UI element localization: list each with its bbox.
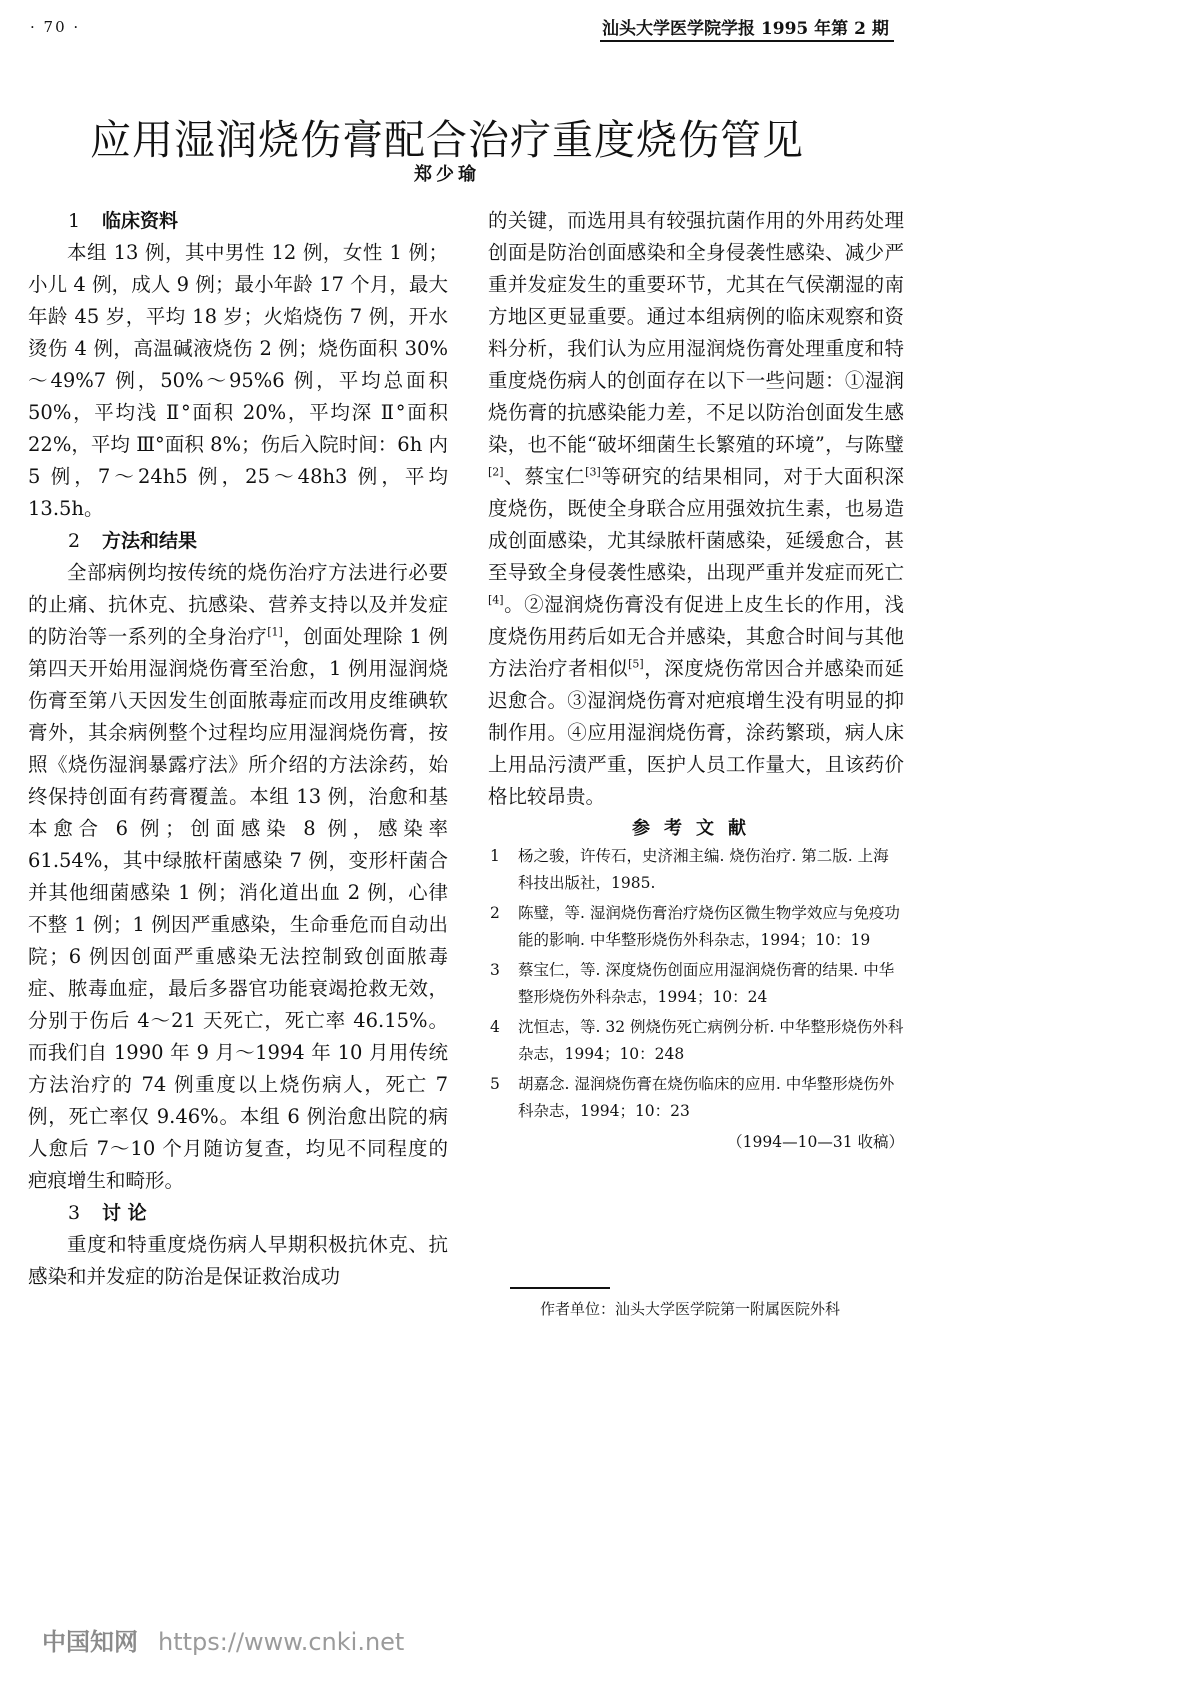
reference-number: 3 [490, 961, 500, 979]
reference-item [488, 1014, 904, 1068]
reference-text: 陈璧，等. 湿润烧伤膏治疗烧伤区微生物学效应与免疫功能的影响. 中华整形烧伤外科杂志，1994；10：19 [518, 904, 900, 949]
citation: [1] [267, 625, 283, 639]
references-heading: 参考文献 [632, 818, 760, 839]
reference-number: 2 [490, 904, 500, 922]
citation: [3] [585, 465, 601, 479]
text-run: ，创面处理除 1 例第四天开始用湿润烧伤膏至治愈，1 例用湿润烧伤膏至第八天因发生创面脓毒症而改用皮维碘软膏外，其余病例整个过程均应用湿润烧伤膏，按照《烧伤湿润暴露疗法》所介绍的方法涂药，始终保持创面有药膏覆盖。本组 13 例，治愈和基本愈合 6 例；创面感染 8 例，感染率 61.54%，其中绿脓杆菌感染 7 例，变形杆菌合并其他细菌感染 1 例；消化道出血 2 例，心律不整 1 例；1 例因严重感染，生命垂危而自动出院；6 例因创面严重感染无法控制致创面脓毒症、脓毒血症，最后多器官功能衰竭抢救无效，分别于伤后 4～21 天死亡，死亡率 46.15%。而我们自 1990 年 9 月～1994 年 10 月用传统方法治疗的 74 例重度以上烧伤病人，死亡 7 例，死亡率仅 9.46%。本组 6 例治愈出院的病人愈后 7～10 个月随访复查，均见不同程度的疤痕增生和畸形。 [28, 625, 448, 1192]
citation: [5] [628, 657, 644, 671]
discussion-paragraph-continued [488, 205, 904, 813]
page-number: · 70 · [30, 18, 81, 36]
section-number: 3 [68, 1202, 81, 1224]
text-run: 的关键，而选用具有较强抗菌作用的外用药处理创面是防治创面感染和全身侵袭性感染、减少严重并发症发生的重要环节，尤其在气侯潮湿的南方地区更显重要。通过本组病例的临床观察和资料分析，我们认为应用湿润烧伤膏处理重度和特重度烧伤病人的创面存在以下一些问题：①湿润烧伤膏的抗感染能力差，不足以防治创面发生感染，也不能“破坏细菌生长繁殖的环境”，与陈璧 [488, 209, 904, 456]
section-number: 2 [68, 530, 81, 552]
reference-item [488, 900, 904, 954]
reference-item [488, 843, 904, 897]
reference-item [488, 1071, 904, 1125]
clinical-data-paragraph: 本组 13 例，其中男性 12 例，女性 1 例；小儿 4 例，成人 9 例；最小年龄 17 个月，最大年龄 45 岁，平均 18 岁；火焰烧伤 7 例，开水烫伤 4 例，高温碱液烧伤 2 例；烧伤面积 30%～49%7 例，50%～95%6 例，平均总面积 50%，平均浅 Ⅱ°面积 20%，平均深 Ⅱ°面积 22%，平均 Ⅲ°面积 8%；伤后入院时间：6h 内 5 例，7～24h5 例，25～48h3 例，平均 13.5h。 [28, 241, 448, 520]
methods-paragraph [28, 557, 448, 1197]
right-column [488, 205, 904, 1156]
footnote-rule [510, 1287, 610, 1289]
section-title: 临床资料 [102, 210, 179, 232]
section-title: 讨 论 [102, 1202, 147, 1224]
discussion-paragraph-start: 重度和特重度烧伤病人早期积极抗休克、抗感染和并发症的防治是保证救治成功 [28, 1233, 448, 1288]
cnki-watermark [42, 1622, 404, 1657]
section-title: 方法和结果 [102, 530, 198, 552]
reference-text: 杨之骏，许传石，史济湘主编. 烧伤治疗. 第二版. 上海科技出版社，1985. [518, 847, 889, 892]
section-number: 1 [68, 210, 81, 232]
text-run: 。②湿润烧伤膏没有促进上皮生长的作用，浅度烧伤用药后如无合并感染，其愈合时间与其他方法治疗者相似 [488, 593, 904, 680]
watermark-url: https://www.cnki.net [158, 1628, 405, 1656]
reference-text: 沈恒志，等. 32 例烧伤死亡病例分析. 中华整形烧伤外科杂志，1994；10：248 [518, 1018, 904, 1063]
received-date: （1994—10—31 收稿） [727, 1133, 904, 1151]
citation: [2] [488, 465, 504, 479]
header-rule [600, 40, 894, 42]
text-run: 、蔡宝仁 [503, 465, 586, 488]
section-heading-1 [28, 205, 448, 237]
author-name: 郑少瑜 [414, 164, 480, 185]
section-heading-3 [28, 1197, 448, 1229]
reference-text: 胡嘉念. 湿润烧伤膏在烧伤临床的应用. 中华整形烧伤外科杂志，1994；10：23 [518, 1075, 895, 1120]
journal-header: 汕头大学医学院学报 1995 年第 2 期 [602, 19, 889, 39]
reference-number: 4 [490, 1018, 500, 1036]
reference-number: 5 [490, 1075, 500, 1093]
watermark-brand: 中国知网 [42, 1628, 138, 1656]
text-run: 全部病例均按传统的烧伤治疗方法进行必要的止痛、抗休克、抗感染、营养支持以及并发症的防治等一系列的全身治疗 [28, 561, 448, 648]
reference-text: 蔡宝仁，等. 深度烧伤创面应用湿润烧伤膏的结果. 中华整形烧伤外科杂志，1994；10：24 [518, 961, 895, 1006]
section-heading-2 [28, 525, 448, 557]
citation: [4] [488, 593, 504, 607]
reference-item [488, 957, 904, 1011]
author-affiliation: 作者单位：汕头大学医学院第一附属医院外科 [540, 1300, 841, 1318]
reference-number: 1 [490, 847, 500, 865]
text-run: ，深度烧伤常因合并感染而延迟愈合。③湿润烧伤膏对疤痕增生没有明显的抑制作用。④应用湿润烧伤膏，涂药繁琐，病人床上用品污渍严重，医护人员工作量大，且该药价格比较昂贵。 [488, 657, 904, 808]
article-title: 应用湿润烧伤膏配合治疗重度烧伤管见 [90, 116, 804, 165]
left-column [28, 205, 448, 1293]
text-run: 等研究的结果相同，对于大面积深度烧伤，既使全身联合应用强效抗生素，也易造成创面感染，尤其绿脓杆菌感染，延缓愈合，甚至导致全身侵袭性感染，出现严重并发症而死亡 [488, 465, 904, 584]
